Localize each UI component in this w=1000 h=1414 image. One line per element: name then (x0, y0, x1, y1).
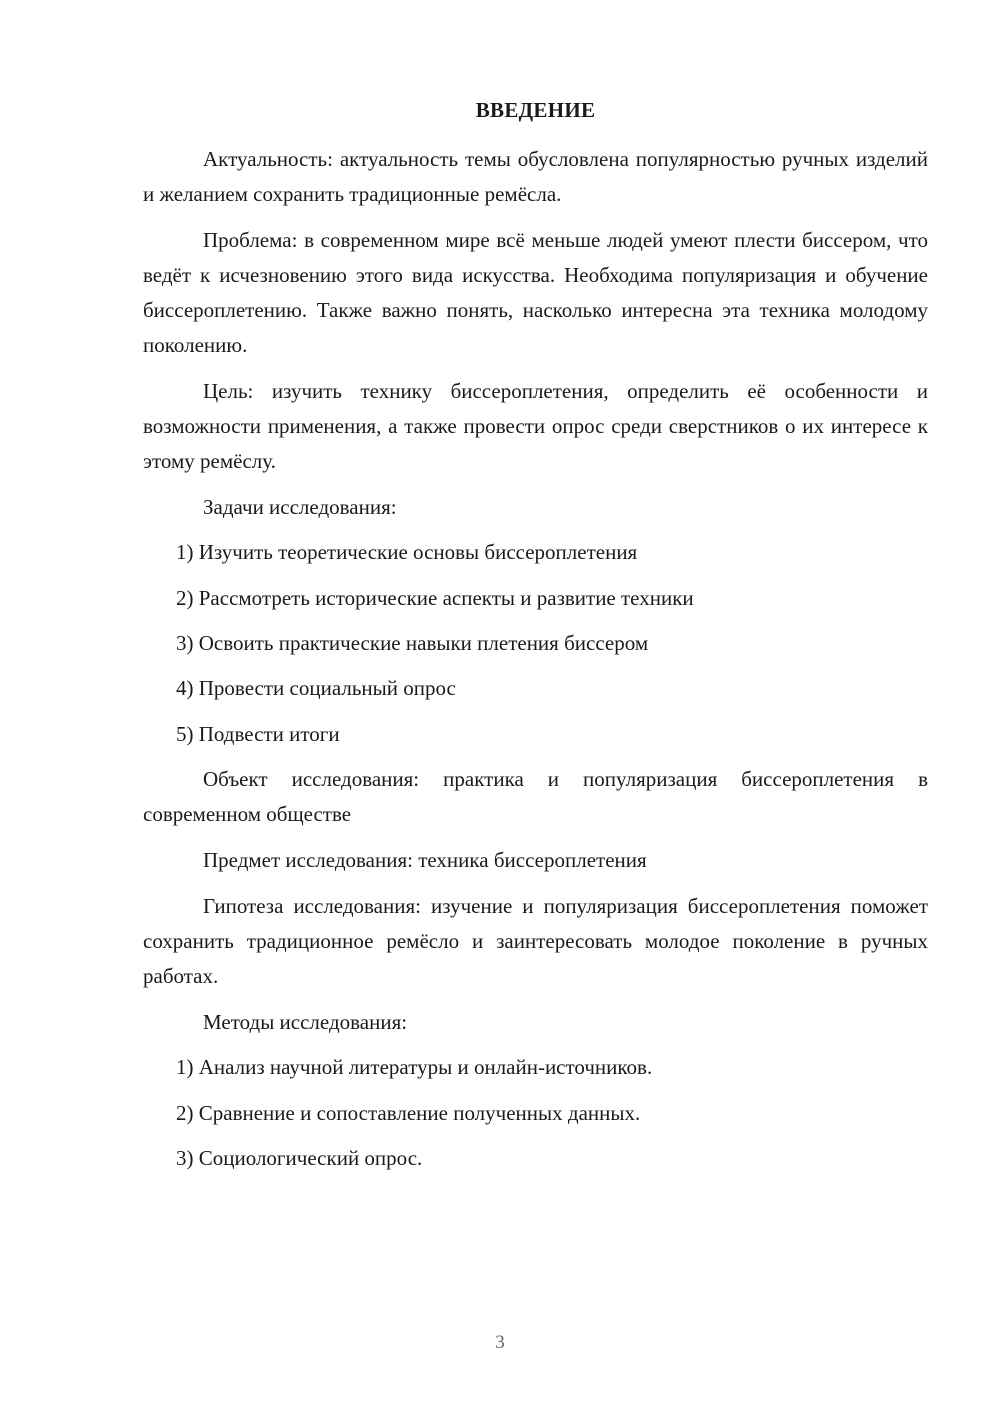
hypothesis-paragraph: Гипотеза исследования: изучение и популяризация биссероплетения поможет сохранить традиционное ремёсло и заинтересовать молодое поколение в ручных работах. (143, 894, 928, 988)
page-number: 3 (495, 1332, 505, 1353)
task-item: 5) Подвести итоги (176, 722, 340, 746)
task-item: 3) Освоить практические навыки плетения биссером (176, 631, 649, 655)
relevance-paragraph: Актуальность: актуальность темы обусловлена популярностью ручных изделий и желанием сохранить традиционные ремёсла. (143, 147, 928, 206)
method-item: 2) Сравнение и сопоставление полученных данных. (176, 1101, 641, 1125)
task-item: 4) Провести социальный опрос (176, 676, 456, 700)
method-item: 3) Социологический опрос. (176, 1146, 423, 1170)
goal-paragraph: Цель: изучить технику биссероплетения, определить её особенности и возможности применения, а также провести опрос среди сверстников о их интересе к этому ремёслу. (143, 379, 928, 473)
tasks-heading: Задачи исследования: (203, 495, 397, 519)
page-title: ВВЕДЕНИЕ (475, 98, 596, 122)
subject-paragraph: Предмет исследования: техника биссероплетения (203, 848, 647, 872)
object-paragraph: Объект исследования: практика и популяризация биссероплетения в современном обществе (143, 767, 928, 826)
methods-heading: Методы исследования: (203, 1010, 408, 1034)
problem-paragraph: Проблема: в современном мире всё меньше людей умеют плести биссером, что ведёт к исчезновению этого вида искусства. Необходима популяризация и обучение биссероплетению. Также важно понять, насколько интересна эта техника молодому поколению. (143, 228, 928, 357)
method-item: 1) Анализ научной литературы и онлайн-источников. (176, 1055, 653, 1079)
task-item: 1) Изучить теоретические основы биссероплетения (176, 540, 638, 564)
task-item: 2) Рассмотреть исторические аспекты и развитие техники (176, 586, 694, 610)
